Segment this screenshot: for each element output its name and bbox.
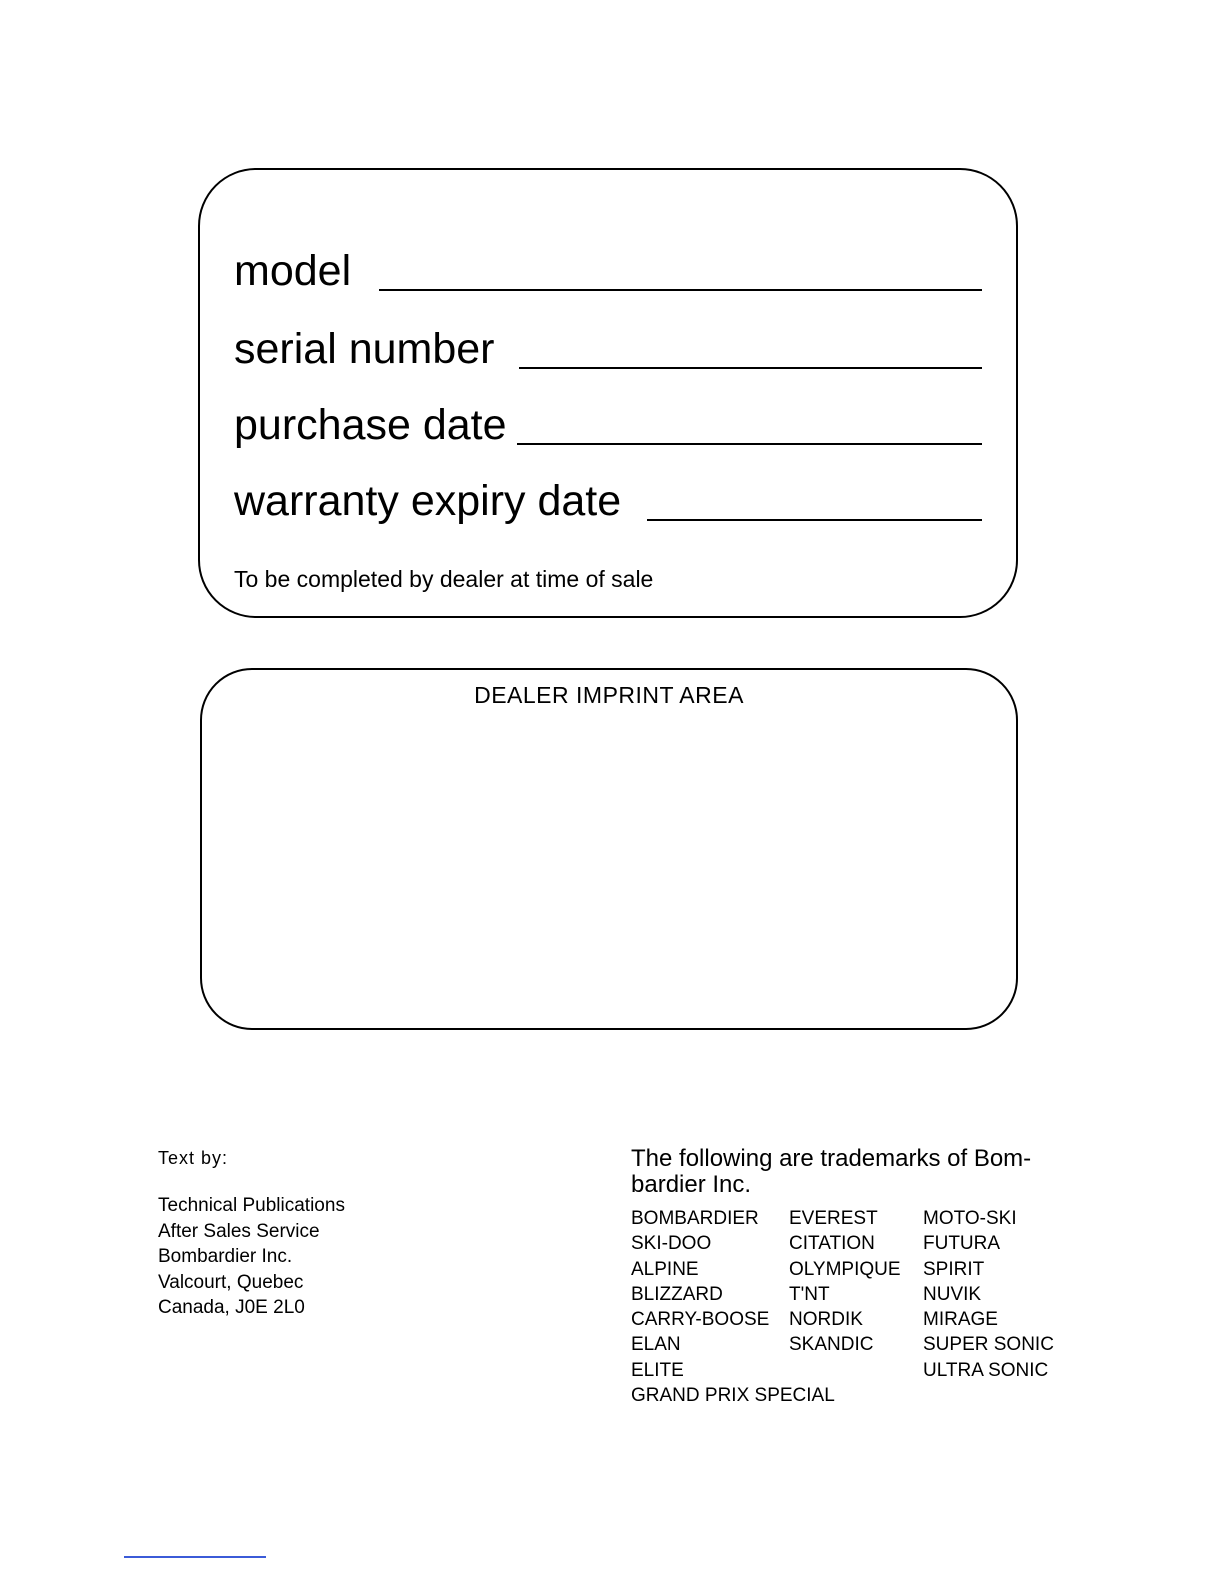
trademark-item: ULTRA SONIC: [923, 1359, 1049, 1381]
trademark-item: GRAND PRIX SPECIAL: [631, 1385, 835, 1407]
serial-number-blank-line[interactable]: [519, 366, 983, 369]
trademark-list: [631, 1206, 1071, 1383]
warranty-expiry-date-blank-line[interactable]: [647, 518, 982, 521]
model-label: model: [234, 247, 352, 295]
warranty-info-box: [198, 168, 1018, 618]
credits-heading: Text by:: [158, 1148, 229, 1168]
purchase-date-field: [234, 401, 982, 449]
trademark-item: MOTO-SKI: [923, 1208, 1017, 1229]
serial-number-field: [234, 325, 982, 373]
credits-line: Technical Publications: [158, 1195, 345, 1216]
trademark-item: CITATION: [789, 1233, 875, 1255]
trademark-item: ELITE: [631, 1359, 684, 1381]
trademark-item: NORDIK: [789, 1309, 863, 1331]
trademark-item: SUPER SONIC: [923, 1334, 1054, 1356]
purchase-date-label: purchase date: [234, 401, 507, 449]
trademark-item: BOMBARDIER: [631, 1208, 759, 1229]
trademark-item: SPIRIT: [923, 1258, 985, 1280]
dealer-completion-note: To be completed by dealer at time of sale: [234, 566, 654, 592]
trademark-item: T'NT: [789, 1283, 830, 1305]
credits-line: After Sales Service: [158, 1220, 320, 1242]
trademark-item: OLYMPIQUE: [789, 1258, 901, 1280]
serial-number-label: serial number: [234, 325, 495, 373]
trademark-item: [789, 1358, 923, 1383]
trademark-item: CARRY-BOOSE: [631, 1309, 770, 1331]
dealer-imprint-box: [200, 668, 1018, 1030]
trademark-item: SKI-DOO: [631, 1233, 712, 1255]
model-field: [234, 247, 982, 295]
warranty-expiry-date-label: warranty expiry date: [234, 477, 622, 525]
dealer-imprint-title: DEALER IMPRINT AREA: [474, 682, 744, 708]
credits-line: Canada, J0E 2L0: [158, 1297, 305, 1318]
credits-block: [158, 1148, 458, 1321]
trademarks-block: [631, 1146, 1071, 1408]
trademark-item: EVEREST: [789, 1208, 878, 1229]
trademark-item: MIRAGE: [923, 1309, 998, 1331]
footer-rule: [124, 1556, 266, 1558]
trademark-item: ELAN: [631, 1334, 681, 1356]
trademark-item: NUVIK: [923, 1283, 982, 1305]
trademark-item: SKANDIC: [789, 1334, 874, 1356]
trademark-last-line: [631, 1383, 1071, 1408]
credits-line: Bombardier Inc.: [158, 1246, 293, 1267]
trademark-item: BLIZZARD: [631, 1283, 723, 1305]
purchase-date-blank-line[interactable]: [517, 442, 982, 445]
trademarks-heading: The following are trademarks of Bom-bardier Inc.: [631, 1145, 1032, 1198]
warranty-expiry-date-field: [234, 477, 982, 525]
model-blank-line[interactable]: [379, 288, 982, 291]
trademark-item: ALPINE: [631, 1258, 699, 1280]
trademark-item: FUTURA: [923, 1233, 1001, 1255]
credits-line: Valcourt, Quebec: [158, 1271, 304, 1293]
